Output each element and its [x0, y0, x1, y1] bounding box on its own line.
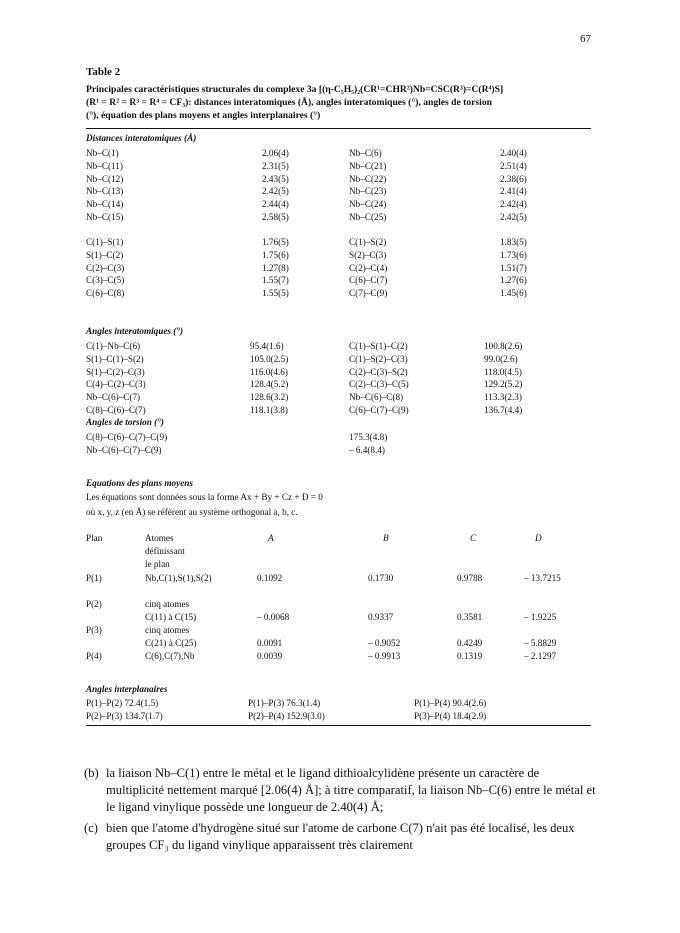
plane-atoms: C(6),C(7),Nb	[145, 651, 195, 661]
row-label-right: C(1)–S(1)–C(2)	[349, 341, 408, 351]
table-bottom-rule	[86, 725, 591, 726]
row-value-right: 1.51(7)	[500, 262, 527, 273]
row-value-left: 1.76(5)	[262, 237, 289, 247]
planes-line-1: Les équations sont données sous la forme Ax + By + Cz + D = 0	[86, 492, 323, 502]
row-label-left: Nb–C(13)	[86, 186, 124, 197]
row-value-right: 2.38(6)	[500, 173, 527, 184]
planes-col-d: D	[535, 533, 542, 543]
row-label-right: S(2)–C(3)	[349, 249, 387, 260]
row-value-left: 1.55(5)	[262, 288, 289, 299]
row-value-left: 2.44(4)	[262, 199, 289, 210]
row-value-right: 1.73(6)	[500, 249, 527, 260]
plane-atoms: C(21) à C(25)	[145, 638, 197, 648]
plane-coef-b: 0.9337	[368, 612, 394, 622]
planes-heading: Equations des plans moyens	[86, 478, 193, 488]
row-value-left: 95.4(1.6)	[250, 341, 284, 351]
row-label-right: C(1)–S(2)–C(3)	[349, 353, 408, 364]
row-label-right: C(2)–C(3)–S(2)	[349, 366, 408, 377]
row-label-right: C(7)–C(9)	[349, 288, 388, 299]
row-label-left: Nb–C(6)–C(7)	[86, 392, 141, 403]
row-value-left: 1.75(6)	[262, 249, 289, 260]
caption-line: (°), équation des plans moyens et angles interplanaires (°)	[86, 110, 321, 121]
distances-heading: Distances interatomiques (Å)	[86, 133, 197, 143]
row-label-left: Nb–C(12)	[86, 173, 124, 184]
torsion-label: C(8)–C(6)–C(7)–C(9)	[86, 432, 168, 442]
plane-id: P(2)	[86, 599, 102, 609]
plane-atoms: Nb,C(1),S(1),S(2)	[145, 573, 212, 583]
row-value-right: 113.3(2.3)	[484, 392, 522, 403]
interplanar-angle: P(2)–P(4) 152.9(3.0)	[248, 711, 325, 721]
row-value-right: 118.0(4.5)	[484, 366, 522, 377]
row-label-right: C(1)–S(2)	[349, 237, 387, 247]
row-value-left: 1.55(7)	[262, 275, 289, 286]
note-text: la liaison Nb–C(1) entre le métal et le ligand dithioalcylidène présente un caractère de multiplicité nettement marqué [2.06(4) Å]; à titre comparatif, la liaison Nb–C(6) entre le métal et le ligand vinylique possède une longueur de 2.40(4) Å;	[106, 766, 596, 814]
interplanar-angle: P(1)–P(3) 76.3(1.4)	[248, 698, 321, 708]
planes-col-a: A	[268, 533, 274, 543]
row-value-right: 1.27(6)	[500, 275, 527, 286]
row-value-left: 2.58(5)	[262, 212, 289, 222]
row-label-right: Nb–C(24)	[349, 199, 387, 210]
angles-heading: Angles interatomiques (°)	[86, 326, 184, 336]
torsion-heading: Angles de torsion (°)	[86, 417, 164, 427]
plane-atoms: cinq atomes	[145, 599, 190, 609]
plane-atoms: cinq atomes	[145, 625, 190, 635]
row-label-right: C(6)–C(7)	[349, 275, 388, 286]
table-top-rule	[86, 128, 591, 129]
row-label-left: C(1)–Nb–C(6)	[86, 341, 141, 351]
torsion-label: Nb–C(6)–C(7)–C(9)	[86, 445, 162, 455]
caption-line: Principales caractéristiques structurales du complexe 3a [(η-C₅H₅)₂(CR¹=CHR²)Nb=CSC(R³)=C(R⁴)S]	[86, 84, 504, 95]
row-value-right: 99.0(2.6)	[484, 353, 518, 364]
planes-col-b: B	[383, 533, 389, 543]
torsion-value: 175.3(4.8)	[349, 432, 388, 442]
row-label-left: C(6)–C(8)	[86, 288, 125, 299]
row-label-right: Nb–C(23)	[349, 186, 387, 197]
plane-coef-b: – 0.9913	[368, 651, 401, 661]
row-label-right: C(6)–C(7)–C(9)	[349, 405, 409, 415]
note-label: (c)	[84, 821, 98, 835]
row-label-right: Nb–C(25)	[349, 212, 387, 222]
plane-coef-a: – 0.0068	[257, 612, 290, 622]
row-value-left: 2.42(5)	[262, 186, 289, 197]
row-value-right: 2.42(4)	[500, 199, 527, 210]
row-value-right: 2.42(5)	[500, 212, 527, 222]
row-label-left: S(1)–C(2)–C(3)	[86, 366, 145, 377]
row-label-left: C(8)–C(6)–C(7)	[86, 405, 146, 415]
row-value-left: 118.1(3.8)	[250, 405, 288, 415]
row-value-right: 2.41(4)	[500, 186, 527, 197]
row-value-left: 2.06(4)	[262, 148, 289, 158]
interplanar-angle: P(2)–P(3) 134.7(1.7)	[86, 711, 163, 721]
plane-coef-d: – 2.1297	[524, 651, 557, 661]
plane-coef-d: – 5.8829	[524, 638, 557, 648]
row-label-right: Nb–C(6)–C(8)	[349, 392, 404, 403]
caption-line: (R¹ = R² = R³ = R⁴ = CF₃): distances interatomiques (Å), angles interatomiques (°), angles de torsion	[86, 97, 492, 108]
row-label-left: S(1)–C(1)–S(2)	[86, 353, 144, 364]
interplanar-angle: P(3)–P(4) 18.4(2.9)	[414, 711, 487, 721]
note-label: (b)	[84, 766, 99, 780]
row-value-right: 129.2(5.2)	[484, 379, 523, 390]
plane-coef-c: 0.3581	[457, 612, 483, 622]
plane-coef-d: – 1.9225	[524, 612, 557, 622]
plane-coef-c: 0.4249	[457, 638, 483, 648]
planes-col-c: C	[470, 533, 477, 543]
row-label-left: Nb–C(14)	[86, 199, 124, 210]
plane-coef-d: – 13.7215	[524, 573, 561, 583]
row-label-right: C(2)–C(3)–C(5)	[349, 379, 409, 390]
table-caption	[86, 83, 586, 122]
planes-col-plan: Plan	[86, 533, 103, 543]
plane-id: P(4)	[86, 651, 102, 661]
note-text: bien que l'atome d'hydrogène situé sur l'atome de carbone C(7) n'ait pas été localisé, les deux groupes CF₃ du ligand vinylique apparaissent très clairement	[106, 821, 575, 852]
row-value-left: 2.31(5)	[262, 160, 289, 171]
row-value-right: 100.8(2.6)	[484, 341, 523, 351]
row-value-right: 2.51(4)	[500, 160, 527, 171]
row-value-right: 1.83(5)	[500, 237, 527, 247]
row-label-right: C(2)–C(4)	[349, 262, 388, 273]
planes-col-atoms: Atomes	[145, 533, 174, 543]
row-label-left: C(1)–S(1)	[86, 237, 124, 247]
interplanar-angle: P(1)–P(2) 72.4(1.5)	[86, 698, 159, 708]
row-label-left: C(4)–C(2)–C(3)	[86, 379, 146, 390]
row-value-left: 128.4(5.2)	[250, 379, 289, 390]
row-value-left: 1.27(8)	[262, 262, 289, 273]
planes-line-2: où x, y, z (en Å) se réfèrent au système orthogonal a, b, c.	[86, 507, 298, 517]
plane-coef-b: – 0.9052	[368, 638, 401, 648]
row-value-left: 2.43(5)	[262, 173, 289, 184]
table-label: Table 2	[86, 66, 121, 78]
plane-coef-a: 0.0039	[257, 651, 283, 661]
row-value-right: 1.45(6)	[500, 288, 527, 299]
row-label-right: Nb–C(21)	[349, 160, 387, 171]
row-value-left: 128.6(3.2)	[250, 392, 289, 403]
plane-coef-b: 0.1730	[368, 573, 394, 583]
torsion-value: – 6.4(8.4)	[349, 445, 385, 455]
row-label-left: Nb–C(11)	[86, 160, 123, 171]
plane-coef-a: 0.1092	[257, 573, 283, 583]
row-label-left: S(1)–C(2)	[86, 249, 124, 260]
row-label-left: Nb–C(1)	[86, 148, 119, 158]
plane-atoms: C(11) à C(15)	[145, 612, 197, 622]
row-label-right: Nb–C(6)	[349, 148, 382, 158]
plane-coef-c: 0.1319	[457, 651, 483, 661]
row-label-left: C(2)–C(3)	[86, 262, 125, 273]
row-label-left: Nb–C(15)	[86, 212, 124, 222]
planes-col-atoms: définissant	[145, 546, 185, 556]
row-label-left: C(3)–C(5)	[86, 275, 125, 286]
row-value-left: 116.0(4.6)	[250, 366, 288, 377]
row-label-right: Nb–C(22)	[349, 173, 387, 184]
planes-col-atoms: le plan	[145, 559, 170, 569]
plane-coef-c: 0.9788	[457, 573, 483, 583]
row-value-right: 2.40(4)	[500, 148, 527, 158]
interplanar-angle: P(1)–P(4) 90.4(2.6)	[414, 698, 487, 708]
row-value-right: 136.7(4.4)	[484, 405, 523, 415]
plane-id: P(1)	[86, 573, 102, 583]
plane-coef-a: 0.0091	[257, 638, 283, 648]
plane-id: P(3)	[86, 625, 102, 635]
interplanar-heading: Angles interplanaires	[86, 684, 168, 694]
page-number: 67	[580, 33, 591, 45]
note-c	[84, 820, 596, 854]
row-value-left: 105.0(2.5)	[250, 353, 289, 364]
note-b	[84, 765, 596, 816]
body-notes	[84, 765, 596, 854]
